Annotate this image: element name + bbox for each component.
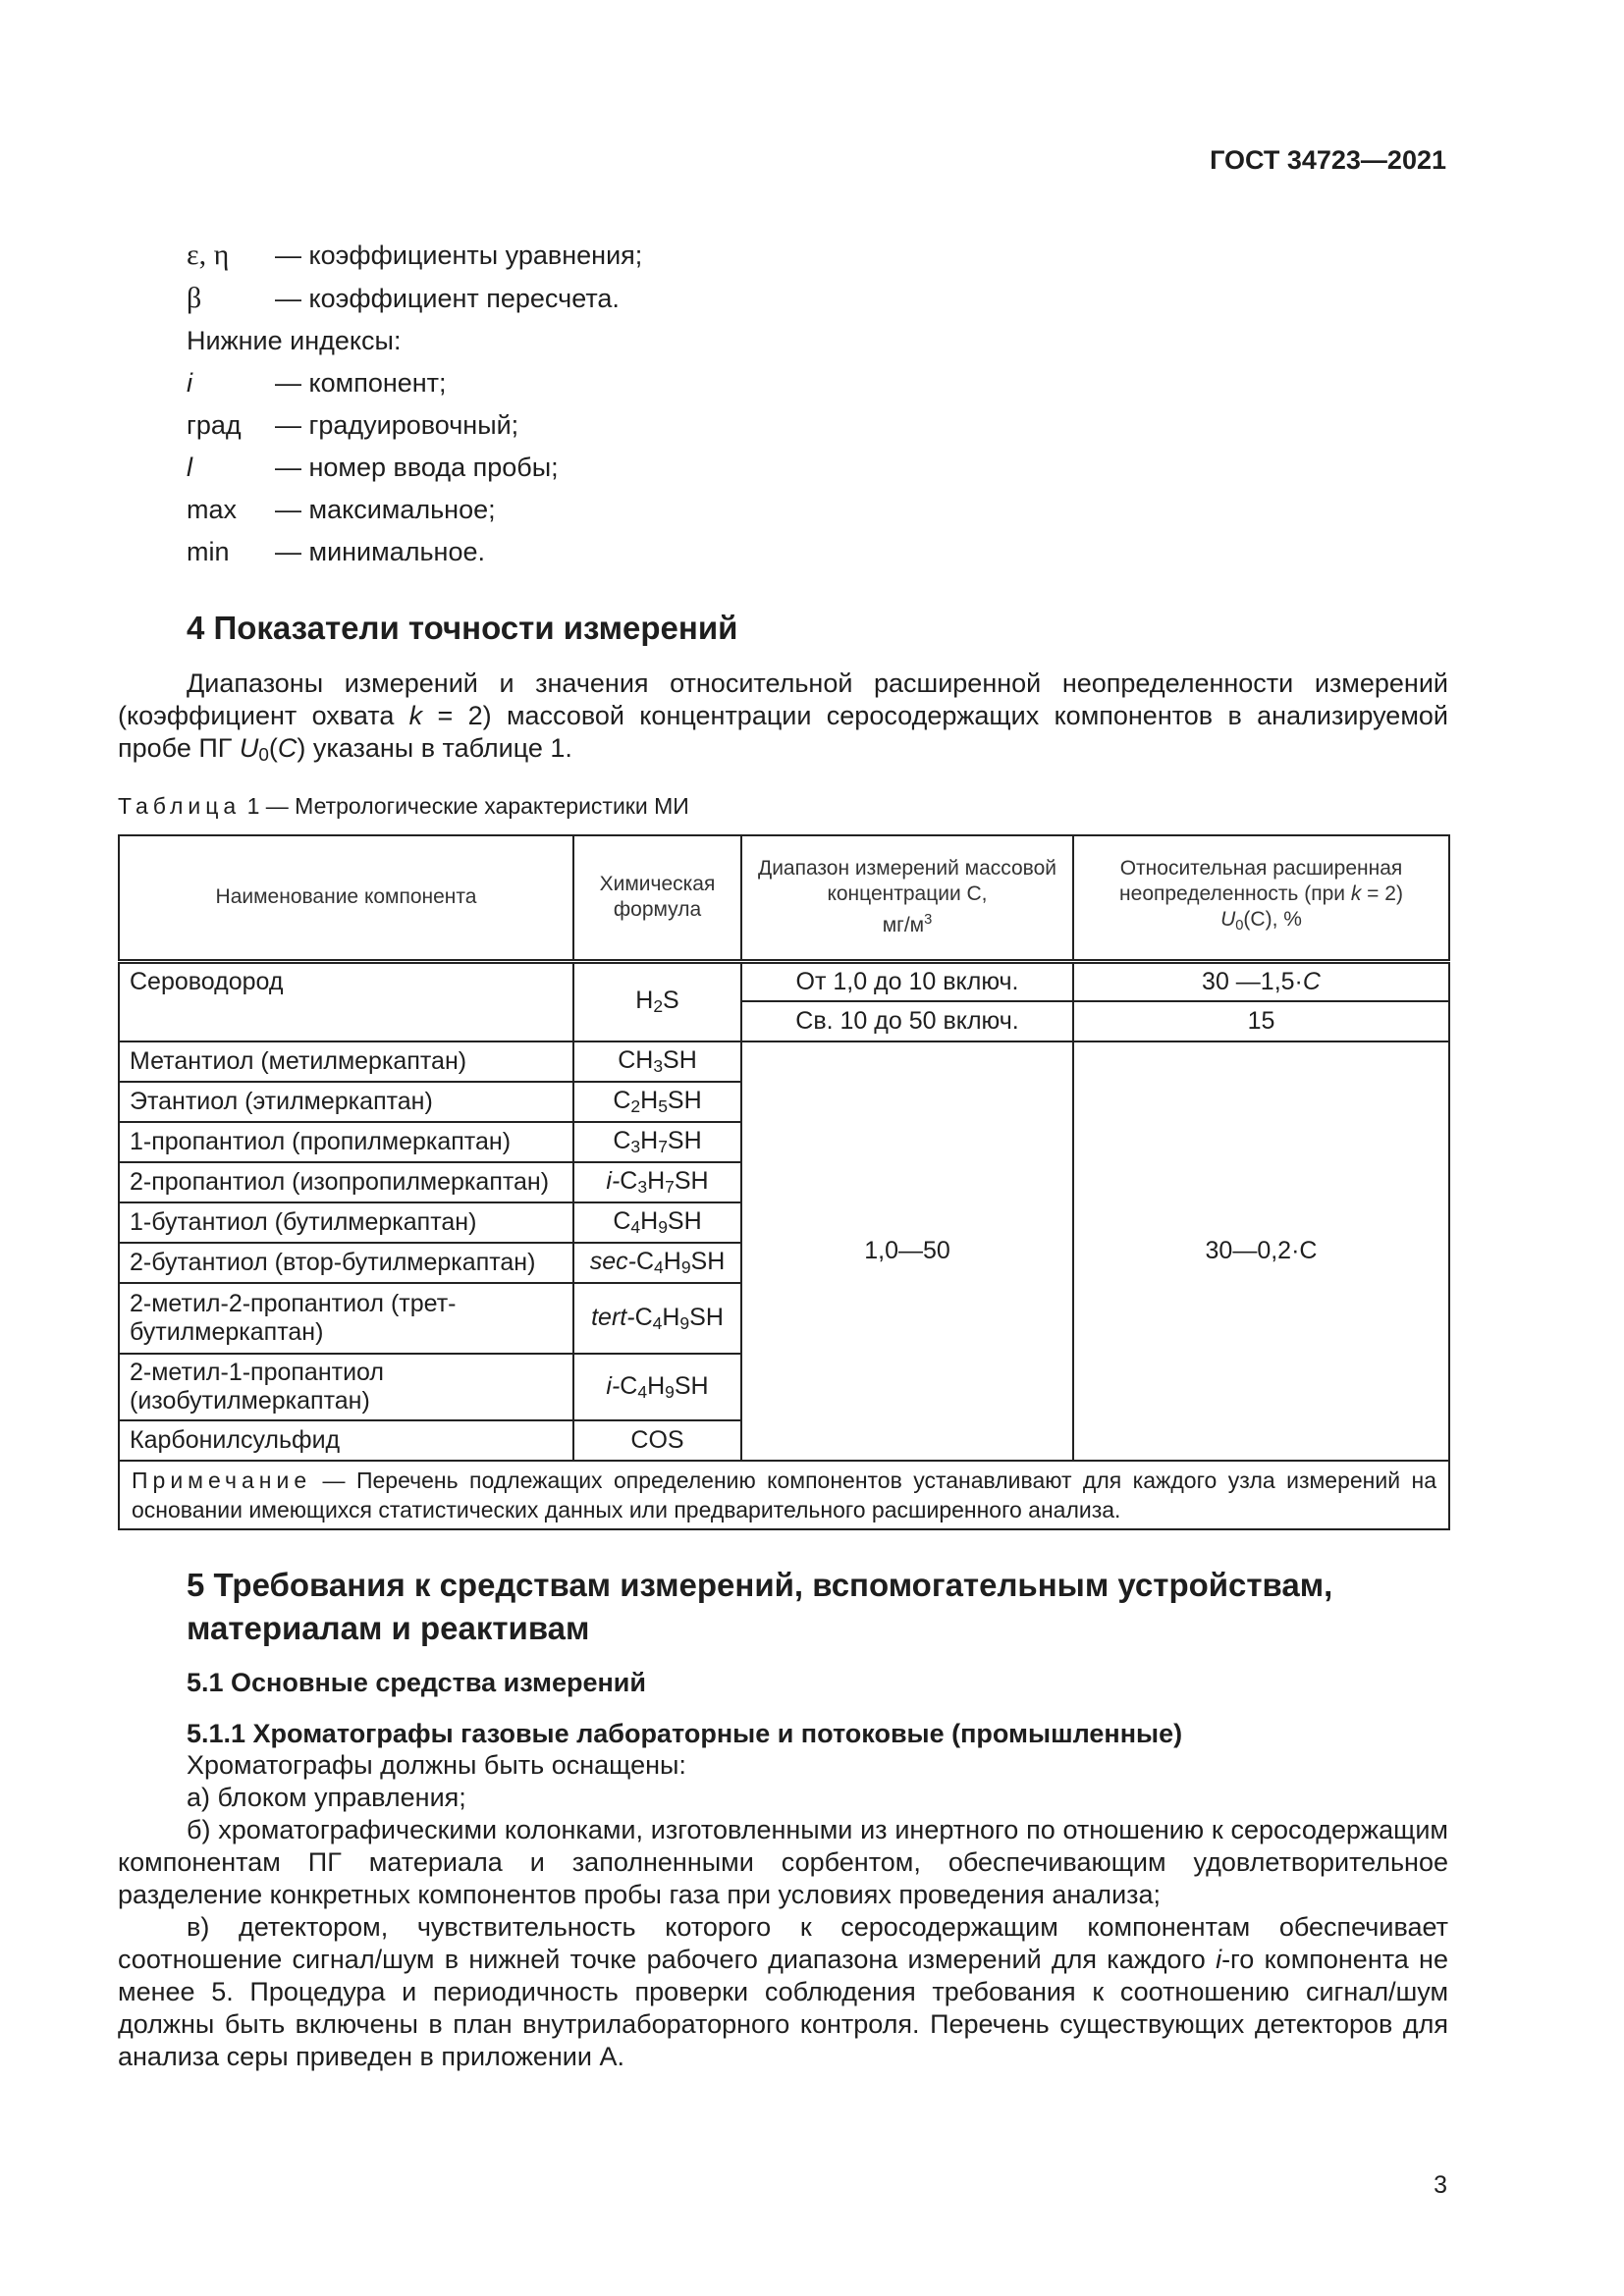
table-row [119,1041,1449,1082]
chemical-formula: $\sec-C_4H_9SH$ [573,1243,741,1283]
component-name: 1-пропантиол (пропилмеркаптан) [119,1122,573,1162]
symbol-description: — коэффициенты уравнения; [275,240,643,270]
chemical-formula: $C_3H_7SH$ [573,1122,741,1162]
component-name: 2-пропантиол (изопропилмеркаптан) [119,1162,573,1202]
col-header-component: Наименование компонента [119,835,573,961]
chemical-formula: $C_2H_5SH$ [573,1082,741,1122]
subscript-description: — номер ввода пробы; [275,453,559,482]
subscript-row [187,532,485,571]
symbol-row [187,236,642,275]
chemical-formula: COS [573,1420,741,1461]
symbol-row [187,279,620,318]
subscript-row [187,490,496,529]
subscript-symbol: l [187,453,192,482]
uncertainty-cell: 30—0,2·C [1073,1041,1449,1461]
subscript-row [187,448,559,487]
list-item: а) блоком управления; [187,1783,466,1812]
range-cell: 1,0—50 [741,1041,1073,1461]
subscript-description: — компонент; [275,368,447,398]
chemical-formula: $i-C_3H_7SH$ [573,1162,741,1202]
section-5-1-1-title: 5.1.1 Хроматографы газовые лабораторные и потоковые (промышленные) [187,1719,1183,1748]
subscript-row [187,363,447,402]
chemical-formula: tert-$C_4H_9SH$ [573,1283,741,1354]
component-name: 2-метил-2-пропантиол (трет-бутилмеркаптан) [119,1283,573,1354]
chemical-formula: $CH_3SH$ [573,1041,741,1082]
table-note: Примечание — Перечень подлежащих определению компонентов устанавливают для каждого узла измерений на основании имеющихся статистических данных или предварительного расширенного анализа. [119,1461,1449,1529]
list-item: б) хроматографическими колонками, изготовленными из инертного по отношению к серосодержащим компонентам ПГ материала и заполненными сорбентом, обеспечивающим удовлетворительное разделение конкретных компонентов пробы газа при условиях проведения анализа; [118,1815,1448,1909]
uncertainty-cell: 30 —1,5·C [1073,961,1449,1001]
list-item: в) детектором, чувствительность которого к серосодержащим компонентам обеспечивает соотношение сигнал/шум в нижней точке рабочего диапазона измерений для каждого i-го компонента не менее 5. Процедура и периодичность проверки соблюдения требования к соотношению сигнал/шум должны быть включены в план внутрилабораторного контроля. Перечень существующих детекторов для анализа серы приведен в приложении А. [118,1912,1448,2071]
col-header-range: Диапазон измерений массовой концентрации С, $мг/м^3$ [741,835,1073,961]
symbol: ε, η [187,239,230,271]
section-4-paragraph: Диапазоны измерений и значения относительной расширенной неопределенности измерений (коэффициент охвата k = 2) массовой концентрации серосодержащих компонентов в анализируемой пробе ПГ $U_0(C)$ указаны в таблице 1. [118,668,1448,766]
chemical-formula: $C_4H_9SH$ [573,1202,741,1243]
table-note-row [119,1461,1449,1529]
component-name: Метантиол (метилмеркаптан) [119,1041,573,1082]
subscript-description: — максимальное; [275,495,496,524]
subscript-symbol: i [187,368,192,398]
subscript-symbol: max [187,495,238,524]
symbol-description: — коэффициент пересчета. [275,284,620,313]
component-name: 1-бутантиол (бутилмеркаптан) [119,1202,573,1243]
table-caption: Таблица 1 — Метрологические характеристики МИ [118,793,689,819]
subscript-symbol: град [187,410,242,440]
section-4-title: 4 Показатели точности измерений [187,610,738,646]
subscript-description: — градуировочный; [275,410,519,440]
component-name: Карбонилсульфид [119,1420,573,1461]
subscripts-heading: Нижние индексы: [187,326,402,355]
range-cell: От 1,0 до 10 включ. [741,961,1073,1001]
page-number: 3 [1434,2171,1447,2199]
symbol: β [187,282,202,314]
chemical-formula: $H_2S$ [573,961,741,1041]
component-name: 2-метил-1-пропантиол (изобутилмеркаптан) [119,1354,573,1420]
paragraph: Хроматографы должны быть оснащены: [187,1750,686,1780]
component-name: Этантиол (этилмеркаптан) [119,1082,573,1122]
subscript-symbol: min [187,537,230,566]
subscript-description: — минимальное. [275,537,485,566]
component-name: 2-бутантиол (втор-бутилмеркаптан) [119,1243,573,1283]
section-5-title: 5 Требования к средствам измерений, вспомогательным устройствам, материалам и реактивам [187,1567,1333,1646]
document-header: ГОСТ 34723—2021 [1210,145,1446,175]
table-row [119,961,1449,1001]
component-name: Сероводород [119,961,573,1041]
col-header-uncertainty: Относительная расширенная неопределенность (при k = 2) $U_0(C)$, % [1073,835,1449,961]
subscript-row [187,405,518,445]
col-header-formula: Химическая формула [573,835,741,961]
uncertainty-cell: 15 [1073,1001,1449,1041]
chemical-formula: $i-C_4H_9SH$ [573,1354,741,1420]
range-cell: Св. 10 до 50 включ. [741,1001,1073,1041]
metrology-table [118,834,1450,1530]
section-5-1-title: 5.1 Основные средства измерений [187,1668,646,1697]
